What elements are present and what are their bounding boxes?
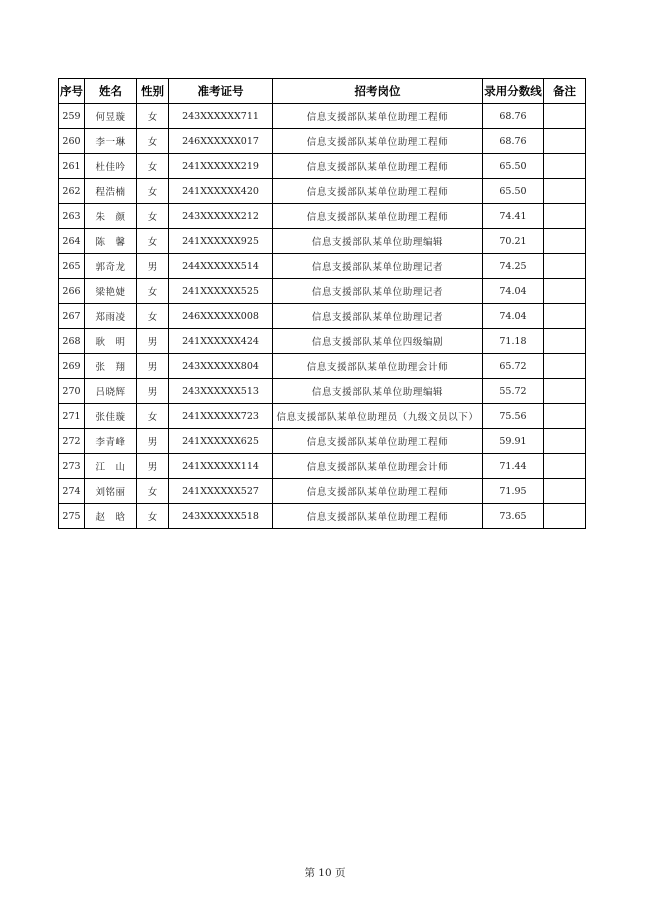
cell-position: 信息支援部队某单位助理员（九级文员以下） <box>273 404 483 429</box>
table-header-row <box>59 79 586 104</box>
cell-gender: 女 <box>137 404 169 429</box>
cell-exam-id: 241XXXXXX525 <box>169 279 273 304</box>
cell-remarks <box>544 179 586 204</box>
cell-name: 何昱璇 <box>85 104 137 129</box>
table-row <box>59 179 586 204</box>
cell-score: 74.25 <box>483 254 544 279</box>
cell-remarks <box>544 104 586 129</box>
table-row <box>59 454 586 479</box>
table-row <box>59 329 586 354</box>
cell-seq: 260 <box>59 129 85 154</box>
header-score: 录用分数线 <box>483 79 544 104</box>
cell-exam-id: 241XXXXXX114 <box>169 454 273 479</box>
cell-score: 71.18 <box>483 329 544 354</box>
cell-gender: 女 <box>137 204 169 229</box>
cell-gender: 男 <box>137 329 169 354</box>
admission-table <box>58 78 586 529</box>
cell-gender: 女 <box>137 304 169 329</box>
table-row <box>59 104 586 129</box>
cell-position: 信息支援部队某单位助理编辑 <box>273 379 483 404</box>
cell-score: 68.76 <box>483 129 544 154</box>
cell-exam-id: 243XXXXXX513 <box>169 379 273 404</box>
table-row <box>59 254 586 279</box>
table-row <box>59 379 586 404</box>
cell-remarks <box>544 329 586 354</box>
cell-gender: 女 <box>137 479 169 504</box>
table-row <box>59 279 586 304</box>
cell-score: 75.56 <box>483 404 544 429</box>
cell-exam-id: 241XXXXXX925 <box>169 229 273 254</box>
cell-name: 陈 馨 <box>85 229 137 254</box>
cell-score: 70.21 <box>483 229 544 254</box>
cell-score: 65.50 <box>483 179 544 204</box>
cell-score: 65.72 <box>483 354 544 379</box>
cell-position: 信息支援部队某单位助理记者 <box>273 279 483 304</box>
cell-exam-id: 243XXXXXX518 <box>169 504 273 529</box>
table-row <box>59 354 586 379</box>
cell-seq: 273 <box>59 454 85 479</box>
cell-score: 59.91 <box>483 429 544 454</box>
cell-score: 68.76 <box>483 104 544 129</box>
cell-seq: 259 <box>59 104 85 129</box>
cell-name: 赵 晗 <box>85 504 137 529</box>
cell-name: 江 山 <box>85 454 137 479</box>
cell-position: 信息支援部队某单位助理工程师 <box>273 179 483 204</box>
cell-exam-id: 241XXXXXX723 <box>169 404 273 429</box>
cell-remarks <box>544 429 586 454</box>
table-row <box>59 129 586 154</box>
cell-gender: 女 <box>137 104 169 129</box>
cell-seq: 274 <box>59 479 85 504</box>
cell-remarks <box>544 129 586 154</box>
cell-name: 耿 明 <box>85 329 137 354</box>
cell-seq: 265 <box>59 254 85 279</box>
cell-gender: 男 <box>137 354 169 379</box>
cell-score: 74.41 <box>483 204 544 229</box>
cell-position: 信息支援部队某单位助理工程师 <box>273 204 483 229</box>
cell-score: 74.04 <box>483 304 544 329</box>
header-position: 招考岗位 <box>273 79 483 104</box>
cell-name: 张 翔 <box>85 354 137 379</box>
cell-remarks <box>544 254 586 279</box>
cell-exam-id: 246XXXXXX017 <box>169 129 273 154</box>
cell-seq: 264 <box>59 229 85 254</box>
cell-position: 信息支援部队某单位助理记者 <box>273 254 483 279</box>
cell-exam-id: 241XXXXXX424 <box>169 329 273 354</box>
header-exam-id: 准考证号 <box>169 79 273 104</box>
cell-seq: 262 <box>59 179 85 204</box>
cell-exam-id: 241XXXXXX527 <box>169 479 273 504</box>
cell-name: 朱 颜 <box>85 204 137 229</box>
cell-remarks <box>544 154 586 179</box>
cell-seq: 272 <box>59 429 85 454</box>
cell-seq: 269 <box>59 354 85 379</box>
header-remarks: 备注 <box>544 79 586 104</box>
cell-position: 信息支援部队某单位助理编辑 <box>273 229 483 254</box>
cell-score: 71.95 <box>483 479 544 504</box>
cell-position: 信息支援部队某单位助理工程师 <box>273 479 483 504</box>
cell-remarks <box>544 379 586 404</box>
cell-position: 信息支援部队某单位助理工程师 <box>273 129 483 154</box>
cell-seq: 271 <box>59 404 85 429</box>
cell-seq: 266 <box>59 279 85 304</box>
cell-gender: 男 <box>137 454 169 479</box>
cell-position: 信息支援部队某单位助理工程师 <box>273 504 483 529</box>
cell-gender: 男 <box>137 379 169 404</box>
cell-gender: 女 <box>137 179 169 204</box>
cell-remarks <box>544 304 586 329</box>
cell-name: 李青峰 <box>85 429 137 454</box>
cell-remarks <box>544 404 586 429</box>
cell-name: 吕晓辉 <box>85 379 137 404</box>
cell-position: 信息支援部队某单位助理会计师 <box>273 354 483 379</box>
header-seq: 序号 <box>59 79 85 104</box>
cell-remarks <box>544 504 586 529</box>
table-row <box>59 504 586 529</box>
cell-name: 程浩楠 <box>85 179 137 204</box>
cell-exam-id: 243XXXXXX711 <box>169 104 273 129</box>
cell-gender: 女 <box>137 129 169 154</box>
cell-exam-id: 241XXXXXX625 <box>169 429 273 454</box>
cell-gender: 女 <box>137 279 169 304</box>
table-row <box>59 404 586 429</box>
cell-position: 信息支援部队某单位助理会计师 <box>273 454 483 479</box>
cell-seq: 261 <box>59 154 85 179</box>
cell-remarks <box>544 204 586 229</box>
table-row <box>59 204 586 229</box>
table-row <box>59 429 586 454</box>
cell-gender: 女 <box>137 154 169 179</box>
cell-seq: 268 <box>59 329 85 354</box>
cell-score: 73.65 <box>483 504 544 529</box>
cell-remarks <box>544 479 586 504</box>
cell-position: 信息支援部队某单位助理工程师 <box>273 104 483 129</box>
cell-gender: 男 <box>137 254 169 279</box>
table-row <box>59 229 586 254</box>
cell-name: 张佳璇 <box>85 404 137 429</box>
page-number: 第 10 页 <box>304 867 346 879</box>
cell-remarks <box>544 279 586 304</box>
cell-name: 郭奇龙 <box>85 254 137 279</box>
cell-remarks <box>544 454 586 479</box>
cell-exam-id: 244XXXXXX514 <box>169 254 273 279</box>
cell-name: 李一琳 <box>85 129 137 154</box>
cell-exam-id: 241XXXXXX420 <box>169 179 273 204</box>
cell-name: 杜佳吟 <box>85 154 137 179</box>
table-row <box>59 154 586 179</box>
table-row <box>59 479 586 504</box>
cell-seq: 275 <box>59 504 85 529</box>
header-name: 姓名 <box>85 79 137 104</box>
cell-position: 信息支援部队某单位四级编剧 <box>273 329 483 354</box>
cell-exam-id: 243XXXXXX804 <box>169 354 273 379</box>
cell-gender: 女 <box>137 504 169 529</box>
cell-position: 信息支援部队某单位助理记者 <box>273 304 483 329</box>
cell-score: 55.72 <box>483 379 544 404</box>
cell-score: 71.44 <box>483 454 544 479</box>
cell-position: 信息支援部队某单位助理工程师 <box>273 429 483 454</box>
cell-exam-id: 243XXXXXX212 <box>169 204 273 229</box>
cell-seq: 263 <box>59 204 85 229</box>
cell-name: 郑雨凌 <box>85 304 137 329</box>
cell-exam-id: 246XXXXXX008 <box>169 304 273 329</box>
cell-score: 65.50 <box>483 154 544 179</box>
cell-remarks <box>544 354 586 379</box>
cell-score: 74.04 <box>483 279 544 304</box>
table-row <box>59 304 586 329</box>
cell-position: 信息支援部队某单位助理工程师 <box>273 154 483 179</box>
cell-gender: 女 <box>137 229 169 254</box>
cell-name: 梁艳婕 <box>85 279 137 304</box>
cell-name: 刘铭丽 <box>85 479 137 504</box>
cell-seq: 270 <box>59 379 85 404</box>
cell-seq: 267 <box>59 304 85 329</box>
cell-remarks <box>544 229 586 254</box>
header-gender: 性别 <box>137 79 169 104</box>
cell-gender: 男 <box>137 429 169 454</box>
cell-exam-id: 241XXXXXX219 <box>169 154 273 179</box>
